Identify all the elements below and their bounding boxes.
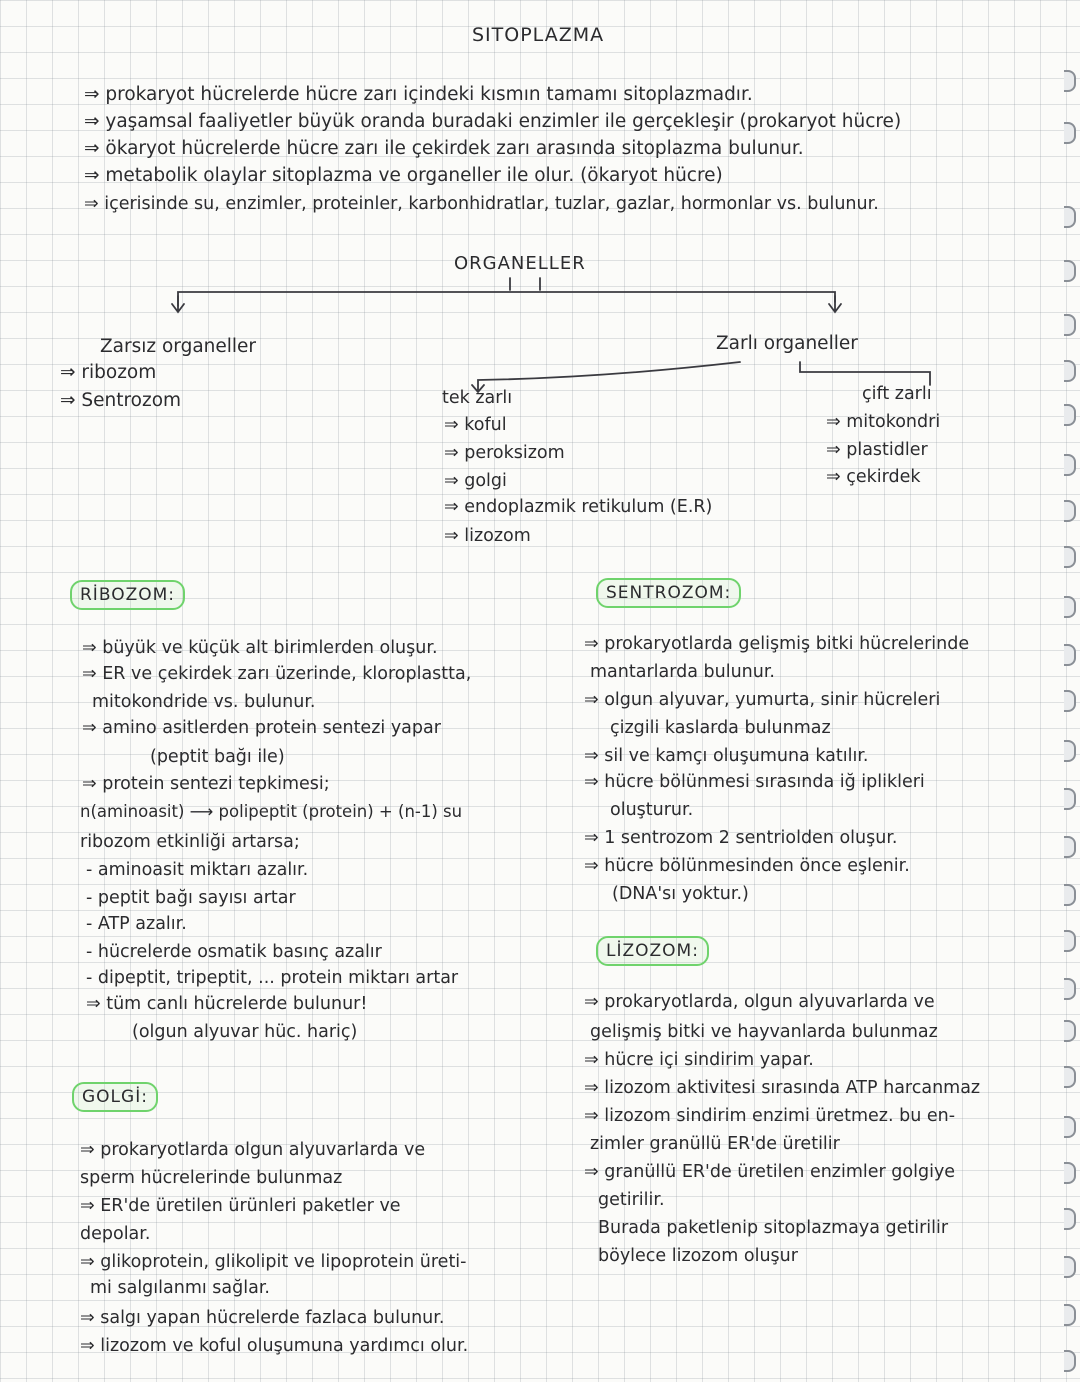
sentrozom-heading: SENTROZOM: [596, 578, 741, 608]
intro-line: ⇒ içerisinde su, enzimler, proteinler, karbonhidratlar, tuzlar, gazlar, hormonlar vs. bulunur. [84, 194, 879, 214]
sentrozom-line: oluşturur. [610, 800, 694, 820]
cift-zarli-arrow [800, 362, 930, 385]
intro-line: ⇒ yaşamsal faaliyetler büyük oranda buradaki enzimler ile gerçekleşir (prokaryot hücre) [84, 111, 902, 132]
sentrozom-line: ⇒ hücre bölünmesinden önce eşlenir. [584, 856, 910, 876]
organeller-bracket [178, 292, 835, 306]
sentrozom-line: ⇒ olgun alyuvar, yumurta, sinir hücreleri [584, 690, 941, 710]
zarsiz-item: ⇒ ribozom [60, 362, 157, 383]
ribozom-line: n(aminoasit) ⟶ polipeptit (protein) + (n-1) su [80, 802, 463, 821]
ribozom-line: ⇒ protein sentezi tepkimesi; [82, 774, 330, 794]
ribozom-line: - hücrelerde osmatik basınç azalır [86, 942, 382, 962]
tek-zarli-item: ⇒ endoplazmik retikulum (E.R) [444, 497, 713, 517]
golgi-line: ⇒ glikoprotein, glikolipit ve lipoprotein üreti- [80, 1252, 467, 1272]
page-title: SITOPLAZMA [472, 24, 605, 46]
lizozom-line: böylece lizozom oluşur [598, 1246, 798, 1266]
zarli-arrow [829, 296, 841, 312]
golgi-line: ⇒ salgı yapan hücrelerde fazlaca bulunur. [80, 1308, 445, 1328]
tek-zarli-title: tek zarlı [442, 388, 513, 408]
lizozom-line: Burada paketlenip sitoplazmaya getirilir [598, 1218, 949, 1238]
golgi-line: depolar. [80, 1224, 151, 1244]
golgi-line: ⇒ prokaryotlarda olgun alyuvarlarda ve [80, 1140, 426, 1160]
sentrozom-line: çizgili kaslarda bulunmaz [610, 718, 831, 738]
lizozom-line: ⇒ prokaryotlarda, olgun alyuvarlarda ve [584, 992, 935, 1012]
ribozom-line: - dipeptit, tripeptit, ... protein miktarı artar [86, 968, 459, 988]
tek-zarli-arrow [472, 362, 740, 392]
ribozom-line: ⇒ amino asitlerden protein sentezi yapar [82, 718, 441, 738]
golgi-line: ⇒ lizozom ve koful oluşumuna yardımcı olur. [80, 1336, 469, 1356]
sentrozom-line: (DNA'sı yoktur.) [612, 884, 749, 904]
ribozom-line: (olgun alyuvar hüc. hariç) [132, 1022, 358, 1042]
tek-zarli-item: ⇒ golgi [444, 471, 507, 491]
zarsiz-arrow [172, 296, 184, 312]
golgi-heading: GOLGİ: [72, 1082, 158, 1112]
lizozom-line: ⇒ lizozom aktivitesi sırasında ATP harcanmaz [584, 1078, 981, 1098]
golgi-line: sperm hücrelerinde bulunmaz [80, 1168, 343, 1188]
ribozom-line: - ATP azalır. [86, 914, 187, 934]
golgi-line: ⇒ ER'de üretilen ürünleri paketler ve [80, 1196, 401, 1216]
ribozom-line: ⇒ tüm canlı hücrelerde bulunur! [86, 994, 368, 1014]
lizozom-line: ⇒ granüllü ER'de üretilen enzimler golgiye [584, 1162, 956, 1182]
lizozom-heading: LİZOZOM: [596, 936, 709, 966]
lizozom-line: getirilir. [598, 1190, 665, 1210]
tek-zarli-item: ⇒ lizozom [444, 526, 531, 546]
lizozom-line: gelişmiş bitki ve hayvanlarda bulunmaz [590, 1022, 938, 1042]
lizozom-line: ⇒ lizozom sindirim enzimi üretmez. bu en- [584, 1106, 956, 1126]
tek-zarli-item: ⇒ peroksizom [444, 443, 565, 463]
ribozom-line: ⇒ büyük ve küçük alt birimlerden oluşur. [82, 638, 438, 658]
golgi-line: mi salgılanmı sağlar. [90, 1278, 270, 1298]
cift-zarli-item: ⇒ mitokondri [826, 412, 941, 432]
intro-line: ⇒ ökaryot hücrelerde hücre zarı ile çekirdek zarı arasında sitoplazma bulunur. [84, 138, 804, 159]
lizozom-line: ⇒ hücre içi sindirim yapar. [584, 1050, 814, 1070]
sentrozom-line: mantarlarda bulunur. [590, 662, 775, 682]
ribozom-line: ⇒ ER ve çekirdek zarı üzerinde, kloroplastta, [82, 664, 472, 684]
ribozom-line: - aminoasit miktarı azalır. [86, 860, 309, 880]
tek-zarli-item: ⇒ koful [444, 415, 507, 435]
sentrozom-line: ⇒ 1 sentrozom 2 sentriolden oluşur. [584, 828, 898, 848]
zarsiz-title: Zarsız organeller [100, 336, 257, 357]
sentrozom-line: ⇒ hücre bölünmesi sırasında iğ iplikleri [584, 772, 925, 792]
organeller-heading: ORGANELLER [454, 253, 586, 274]
notebook-spiral [1058, 0, 1080, 1382]
ribozom-line: - peptit bağı sayısı artar [86, 888, 296, 908]
lizozom-line: zimler granüllü ER'de üretilir [590, 1134, 840, 1154]
intro-line: ⇒ prokaryot hücrelerde hücre zarı içindeki kısmın tamamı sitoplazmadır. [84, 84, 753, 105]
ribozom-line: mitokondride vs. bulunur. [92, 692, 316, 712]
ribozom-line: ribozom etkinliği artarsa; [80, 832, 300, 852]
cift-zarli-title: çift zarlı [862, 384, 932, 404]
zarsiz-item: ⇒ Sentrozom [60, 390, 182, 411]
sentrozom-line: ⇒ sil ve kamçı oluşumuna katılır. [584, 746, 869, 766]
cift-zarli-item: ⇒ plastidler [826, 440, 928, 460]
zarli-title: Zarlı organeller [716, 333, 858, 354]
cift-zarli-item: ⇒ çekirdek [826, 467, 921, 487]
ribozom-line: (peptit bağı ile) [150, 747, 285, 767]
sentrozom-line: ⇒ prokaryotlarda gelişmiş bitki hücrelerinde [584, 634, 970, 654]
intro-line: ⇒ metabolik olaylar sitoplazma ve organeller ile olur. (ökaryot hücre) [84, 165, 723, 186]
ribozom-heading: RİBOZOM: [70, 580, 185, 610]
